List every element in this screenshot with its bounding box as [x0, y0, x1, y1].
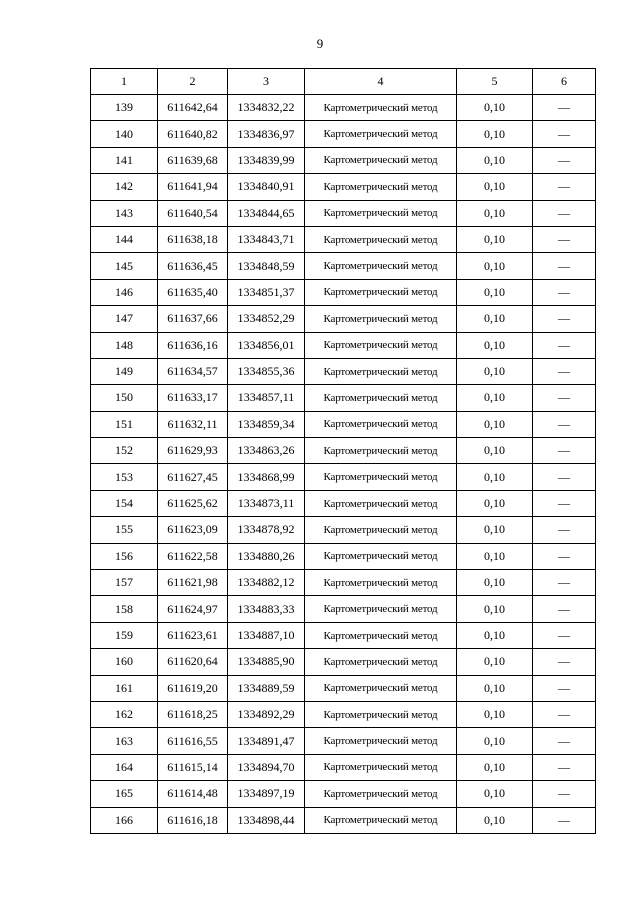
table-row — [91, 807, 596, 833]
x-coordinate-cell: 611615,14 — [158, 754, 228, 780]
point-number-cell: 160 — [91, 649, 158, 675]
method-cell: Картометрический метод — [305, 649, 457, 675]
table-row — [91, 649, 596, 675]
note-cell: — — [533, 200, 596, 226]
accuracy-cell: 0,10 — [457, 253, 533, 279]
method-cell: Картометрический метод — [305, 411, 457, 437]
y-coordinate-cell: 1334832,22 — [228, 95, 305, 121]
method-cell: Картометрический метод — [305, 253, 457, 279]
table-row — [91, 121, 596, 147]
y-coordinate-cell: 1334843,71 — [228, 226, 305, 252]
table-row — [91, 438, 596, 464]
x-coordinate-cell: 611620,64 — [158, 649, 228, 675]
accuracy-cell: 0,10 — [457, 596, 533, 622]
point-number-cell: 157 — [91, 570, 158, 596]
point-number-cell: 146 — [91, 279, 158, 305]
note-cell: — — [533, 490, 596, 516]
table-row — [91, 622, 596, 648]
y-coordinate-cell: 1334844,65 — [228, 200, 305, 226]
x-coordinate-cell: 611632,11 — [158, 411, 228, 437]
point-number-cell: 140 — [91, 121, 158, 147]
x-coordinate-cell: 611633,17 — [158, 385, 228, 411]
accuracy-cell: 0,10 — [457, 147, 533, 173]
note-cell: — — [533, 174, 596, 200]
method-cell: Картометрический метод — [305, 385, 457, 411]
x-coordinate-cell: 611623,09 — [158, 517, 228, 543]
point-number-cell: 143 — [91, 200, 158, 226]
accuracy-cell: 0,10 — [457, 754, 533, 780]
note-cell: — — [533, 517, 596, 543]
method-cell: Картометрический метод — [305, 147, 457, 173]
point-number-cell: 142 — [91, 174, 158, 200]
y-coordinate-cell: 1334851,37 — [228, 279, 305, 305]
x-coordinate-cell: 611622,58 — [158, 543, 228, 569]
x-coordinate-cell: 611641,94 — [158, 174, 228, 200]
method-cell: Картометрический метод — [305, 781, 457, 807]
table-row — [91, 200, 596, 226]
note-cell: — — [533, 279, 596, 305]
accuracy-cell: 0,10 — [457, 728, 533, 754]
accuracy-cell: 0,10 — [457, 701, 533, 727]
method-cell: Картометрический метод — [305, 543, 457, 569]
y-coordinate-cell: 1334840,91 — [228, 174, 305, 200]
accuracy-cell: 0,10 — [457, 464, 533, 490]
y-coordinate-cell: 1334897,19 — [228, 781, 305, 807]
note-cell: — — [533, 675, 596, 701]
note-cell: — — [533, 649, 596, 675]
accuracy-cell: 0,10 — [457, 200, 533, 226]
note-cell: — — [533, 253, 596, 279]
point-number-cell: 163 — [91, 728, 158, 754]
point-number-cell: 148 — [91, 332, 158, 358]
table-row — [91, 279, 596, 305]
x-coordinate-cell: 611614,48 — [158, 781, 228, 807]
x-coordinate-cell: 611635,40 — [158, 279, 228, 305]
note-cell: — — [533, 226, 596, 252]
point-number-cell: 141 — [91, 147, 158, 173]
x-coordinate-cell: 611642,64 — [158, 95, 228, 121]
x-coordinate-cell: 611623,61 — [158, 622, 228, 648]
x-coordinate-cell: 611636,16 — [158, 332, 228, 358]
y-coordinate-cell: 1334892,29 — [228, 701, 305, 727]
table-row — [91, 174, 596, 200]
y-coordinate-cell: 1334885,90 — [228, 649, 305, 675]
method-cell: Картометрический метод — [305, 675, 457, 701]
point-number-cell: 154 — [91, 490, 158, 516]
accuracy-cell: 0,10 — [457, 649, 533, 675]
method-cell: Картометрический метод — [305, 279, 457, 305]
note-cell: — — [533, 701, 596, 727]
accuracy-cell: 0,10 — [457, 279, 533, 305]
note-cell: — — [533, 781, 596, 807]
y-coordinate-cell: 1334863,26 — [228, 438, 305, 464]
method-cell: Картометрический метод — [305, 570, 457, 596]
accuracy-cell: 0,10 — [457, 385, 533, 411]
y-coordinate-cell: 1334880,26 — [228, 543, 305, 569]
table-row — [91, 517, 596, 543]
x-coordinate-cell: 611629,93 — [158, 438, 228, 464]
y-coordinate-cell: 1334848,59 — [228, 253, 305, 279]
method-cell: Картометрический метод — [305, 728, 457, 754]
table-header-row — [91, 69, 596, 95]
x-coordinate-cell: 611627,45 — [158, 464, 228, 490]
table-row — [91, 570, 596, 596]
table-row — [91, 358, 596, 384]
x-coordinate-cell: 611636,45 — [158, 253, 228, 279]
x-coordinate-cell: 611618,25 — [158, 701, 228, 727]
point-number-cell: 153 — [91, 464, 158, 490]
accuracy-cell: 0,10 — [457, 121, 533, 147]
x-coordinate-cell: 611616,55 — [158, 728, 228, 754]
method-cell: Картометрический метод — [305, 622, 457, 648]
y-coordinate-cell: 1334887,10 — [228, 622, 305, 648]
accuracy-cell: 0,10 — [457, 358, 533, 384]
accuracy-cell: 0,10 — [457, 226, 533, 252]
table-row — [91, 332, 596, 358]
accuracy-cell: 0,10 — [457, 807, 533, 833]
y-coordinate-cell: 1334868,99 — [228, 464, 305, 490]
y-coordinate-cell: 1334889,59 — [228, 675, 305, 701]
method-cell: Картометрический метод — [305, 596, 457, 622]
column-header: 1 — [91, 69, 158, 95]
note-cell: — — [533, 622, 596, 648]
x-coordinate-cell: 611639,68 — [158, 147, 228, 173]
method-cell: Картометрический метод — [305, 490, 457, 516]
accuracy-cell: 0,10 — [457, 543, 533, 569]
accuracy-cell: 0,10 — [457, 438, 533, 464]
table-row — [91, 490, 596, 516]
y-coordinate-cell: 1334894,70 — [228, 754, 305, 780]
x-coordinate-cell: 611625,62 — [158, 490, 228, 516]
note-cell: — — [533, 807, 596, 833]
y-coordinate-cell: 1334836,97 — [228, 121, 305, 147]
method-cell: Картометрический метод — [305, 121, 457, 147]
point-number-cell: 159 — [91, 622, 158, 648]
accuracy-cell: 0,10 — [457, 517, 533, 543]
method-cell: Картометрический метод — [305, 807, 457, 833]
method-cell: Картометрический метод — [305, 332, 457, 358]
y-coordinate-cell: 1334891,47 — [228, 728, 305, 754]
point-number-cell: 158 — [91, 596, 158, 622]
method-cell: Картометрический метод — [305, 464, 457, 490]
note-cell: — — [533, 385, 596, 411]
point-number-cell: 152 — [91, 438, 158, 464]
y-coordinate-cell: 1334878,92 — [228, 517, 305, 543]
table-row — [91, 411, 596, 437]
note-cell: — — [533, 543, 596, 569]
y-coordinate-cell: 1334873,11 — [228, 490, 305, 516]
point-number-cell: 166 — [91, 807, 158, 833]
point-number-cell: 156 — [91, 543, 158, 569]
note-cell: — — [533, 596, 596, 622]
note-cell: — — [533, 95, 596, 121]
y-coordinate-cell: 1334852,29 — [228, 306, 305, 332]
column-header: 5 — [457, 69, 533, 95]
method-cell: Картометрический метод — [305, 754, 457, 780]
accuracy-cell: 0,10 — [457, 490, 533, 516]
x-coordinate-cell: 611624,97 — [158, 596, 228, 622]
note-cell: — — [533, 147, 596, 173]
table-row — [91, 385, 596, 411]
method-cell: Картометрический метод — [305, 95, 457, 121]
note-cell: — — [533, 411, 596, 437]
accuracy-cell: 0,10 — [457, 95, 533, 121]
x-coordinate-cell: 611640,82 — [158, 121, 228, 147]
accuracy-cell: 0,10 — [457, 174, 533, 200]
x-coordinate-cell: 611616,18 — [158, 807, 228, 833]
y-coordinate-cell: 1334855,36 — [228, 358, 305, 384]
x-coordinate-cell: 611640,54 — [158, 200, 228, 226]
point-number-cell: 161 — [91, 675, 158, 701]
table-row — [91, 543, 596, 569]
note-cell: — — [533, 438, 596, 464]
table-row — [91, 675, 596, 701]
y-coordinate-cell: 1334839,99 — [228, 147, 305, 173]
point-number-cell: 162 — [91, 701, 158, 727]
table-row — [91, 754, 596, 780]
table-row — [91, 253, 596, 279]
page-number: 9 — [316, 36, 324, 51]
accuracy-cell: 0,10 — [457, 411, 533, 437]
coordinates-table — [90, 68, 596, 834]
note-cell: — — [533, 358, 596, 384]
table-row — [91, 147, 596, 173]
method-cell: Картометрический метод — [305, 226, 457, 252]
point-number-cell: 147 — [91, 306, 158, 332]
y-coordinate-cell: 1334882,12 — [228, 570, 305, 596]
y-coordinate-cell: 1334856,01 — [228, 332, 305, 358]
method-cell: Картометрический метод — [305, 517, 457, 543]
note-cell: — — [533, 570, 596, 596]
method-cell: Картометрический метод — [305, 701, 457, 727]
note-cell: — — [533, 728, 596, 754]
accuracy-cell: 0,10 — [457, 570, 533, 596]
point-number-cell: 164 — [91, 754, 158, 780]
x-coordinate-cell: 611621,98 — [158, 570, 228, 596]
column-header: 6 — [533, 69, 596, 95]
point-number-cell: 155 — [91, 517, 158, 543]
table-row — [91, 781, 596, 807]
x-coordinate-cell: 611637,66 — [158, 306, 228, 332]
table-row — [91, 95, 596, 121]
note-cell: — — [533, 464, 596, 490]
table-row — [91, 728, 596, 754]
point-number-cell: 150 — [91, 385, 158, 411]
accuracy-cell: 0,10 — [457, 622, 533, 648]
point-number-cell: 149 — [91, 358, 158, 384]
point-number-cell: 145 — [91, 253, 158, 279]
accuracy-cell: 0,10 — [457, 781, 533, 807]
column-header: 4 — [305, 69, 457, 95]
table-row — [91, 596, 596, 622]
accuracy-cell: 0,10 — [457, 332, 533, 358]
y-coordinate-cell: 1334859,34 — [228, 411, 305, 437]
point-number-cell: 165 — [91, 781, 158, 807]
y-coordinate-cell: 1334883,33 — [228, 596, 305, 622]
table-row — [91, 226, 596, 252]
method-cell: Картометрический метод — [305, 358, 457, 384]
column-header: 2 — [158, 69, 228, 95]
note-cell: — — [533, 121, 596, 147]
table-row — [91, 306, 596, 332]
table-row — [91, 464, 596, 490]
method-cell: Картометрический метод — [305, 200, 457, 226]
x-coordinate-cell: 611634,57 — [158, 358, 228, 384]
point-number-cell: 144 — [91, 226, 158, 252]
note-cell: — — [533, 306, 596, 332]
method-cell: Картометрический метод — [305, 174, 457, 200]
point-number-cell: 139 — [91, 95, 158, 121]
y-coordinate-cell: 1334857,11 — [228, 385, 305, 411]
x-coordinate-cell: 611619,20 — [158, 675, 228, 701]
x-coordinate-cell: 611638,18 — [158, 226, 228, 252]
table-row — [91, 701, 596, 727]
accuracy-cell: 0,10 — [457, 675, 533, 701]
accuracy-cell: 0,10 — [457, 306, 533, 332]
point-number-cell: 151 — [91, 411, 158, 437]
column-header: 3 — [228, 69, 305, 95]
note-cell: — — [533, 332, 596, 358]
y-coordinate-cell: 1334898,44 — [228, 807, 305, 833]
method-cell: Картометрический метод — [305, 438, 457, 464]
note-cell: — — [533, 754, 596, 780]
method-cell: Картометрический метод — [305, 306, 457, 332]
